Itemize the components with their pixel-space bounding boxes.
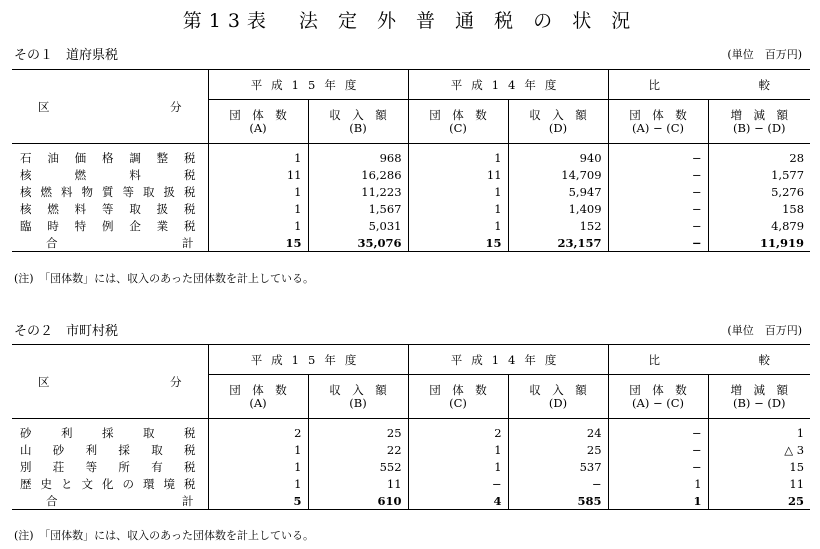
header-h15-2: 平成15年度: [208, 345, 408, 375]
cell-bd: 4,879: [708, 218, 810, 235]
header-zougen-bd-2: 増 減 額 (B) − (D): [708, 375, 810, 419]
table-row: [12, 184, 810, 201]
row-label: 石油価格調整税: [20, 151, 196, 165]
cell-b: 1,567: [308, 201, 408, 218]
cell-d: −: [508, 476, 608, 493]
total-d: 585: [508, 493, 608, 510]
header-zougen-bd: 増 減 額 (B) − (D): [708, 100, 810, 144]
cell-d: 5,947: [508, 184, 608, 201]
total-row: [12, 235, 810, 252]
cell-ac: −: [608, 201, 708, 218]
cell-c: −: [408, 476, 508, 493]
row-label: 歴史と文化の環境税: [20, 477, 196, 491]
cell-b: 22: [308, 442, 408, 459]
row-label: 別荘等所有税: [20, 460, 196, 474]
header-shunyu-b: 収 入 額 (B): [308, 100, 408, 144]
header-shunyu-d: 収 入 額 (D): [508, 100, 608, 144]
cell-a: 1: [208, 201, 308, 218]
note-municipal: (注) 「団体数」には、収入のあった団体数を計上している。: [14, 529, 314, 542]
cell-d: 25: [508, 442, 608, 459]
table-row: [12, 476, 810, 493]
cell-ac: −: [608, 425, 708, 442]
row-label: 砂利採取税: [20, 426, 196, 440]
header-dantai-ac: 団 体 数 (A) − (C): [608, 100, 708, 144]
header-dantai-a-2: 団 体 数 (A): [208, 375, 308, 419]
cell-bd: 28: [708, 150, 810, 167]
cell-d: 537: [508, 459, 608, 476]
cell-ac: −: [608, 184, 708, 201]
header-kubun: 区 分: [12, 70, 208, 144]
cell-bd: 15: [708, 459, 810, 476]
total-a: 5: [208, 493, 308, 510]
cell-a: 1: [208, 442, 308, 459]
cell-bd: △ 3: [708, 442, 810, 459]
cell-bd: 158: [708, 201, 810, 218]
header-h15: 平成15年度: [208, 70, 408, 100]
table-row: [12, 442, 810, 459]
cell-b: 11: [308, 476, 408, 493]
cell-c: 1: [408, 218, 508, 235]
page-title: 第13表 法 定 外 普 通 税 の 状 況: [182, 10, 638, 32]
cell-b: 25: [308, 425, 408, 442]
cell-ac: −: [608, 150, 708, 167]
cell-b: 11,223: [308, 184, 408, 201]
table-row: [12, 218, 810, 235]
total-c: 4: [408, 493, 508, 510]
cell-a: 1: [208, 218, 308, 235]
cell-a: 1: [208, 476, 308, 493]
cell-ac: −: [608, 167, 708, 184]
table-row: [12, 150, 810, 167]
cell-ac: 1: [608, 476, 708, 493]
cell-ac: −: [608, 218, 708, 235]
row-label: 臨時特例企業税: [20, 219, 196, 233]
municipal-table: [12, 344, 810, 510]
header-h14: 平成14年度: [408, 70, 608, 100]
cell-c: 1: [408, 459, 508, 476]
row-label: 核燃料物質等取扱税: [20, 185, 196, 199]
header-shunyu-b-2: 収 入 額 (B): [308, 375, 408, 419]
section-heading-municipal: その２ 市町村税: [14, 324, 119, 339]
header-dantai-a: 団 体 数 (A): [208, 100, 308, 144]
table-row: [12, 425, 810, 442]
cell-a: 11: [208, 167, 308, 184]
cell-b: 5,031: [308, 218, 408, 235]
cell-d: 940: [508, 150, 608, 167]
total-c: 15: [408, 235, 508, 252]
cell-c: 1: [408, 442, 508, 459]
cell-b: 16,286: [308, 167, 408, 184]
table-row: [12, 167, 810, 184]
cell-b: 552: [308, 459, 408, 476]
total-label: 合 計: [12, 493, 208, 510]
cell-c: 1: [408, 201, 508, 218]
header-dantai-ac-2: 団 体 数 (A) − (C): [608, 375, 708, 419]
cell-b: 968: [308, 150, 408, 167]
total-label: 合 計: [12, 235, 208, 252]
total-ac: 1: [608, 493, 708, 510]
cell-bd: 5,276: [708, 184, 810, 201]
total-d: 23,157: [508, 235, 608, 252]
cell-a: 1: [208, 150, 308, 167]
cell-d: 24: [508, 425, 608, 442]
header-shunyu-d-2: 収 入 額 (D): [508, 375, 608, 419]
cell-c: 1: [408, 150, 508, 167]
row-label: 核燃料等取扱税: [20, 202, 196, 216]
total-b: 35,076: [308, 235, 408, 252]
cell-d: 14,709: [508, 167, 608, 184]
cell-bd: 1,577: [708, 167, 810, 184]
section-heading-prefecture: その１ 道府県税: [14, 48, 119, 63]
table-row: [12, 201, 810, 218]
prefecture-table: [12, 69, 810, 252]
total-row: [12, 493, 810, 510]
row-label: 山砂利採取税: [20, 443, 196, 457]
cell-bd: 1: [708, 425, 810, 442]
cell-d: 152: [508, 218, 608, 235]
cell-c: 2: [408, 425, 508, 442]
cell-a: 1: [208, 184, 308, 201]
header-hikaku: 比 較: [608, 70, 810, 100]
header-hikaku-2: 比 較: [608, 345, 810, 375]
total-a: 15: [208, 235, 308, 252]
cell-d: 1,409: [508, 201, 608, 218]
header-dantai-c: 団 体 数 (C): [408, 100, 508, 144]
cell-a: 1: [208, 459, 308, 476]
unit-label: (単位 百万円): [727, 48, 802, 61]
cell-a: 2: [208, 425, 308, 442]
total-bd: 25: [708, 493, 810, 510]
cell-c: 1: [408, 184, 508, 201]
header-h14-2: 平成14年度: [408, 345, 608, 375]
note-prefecture: (注) 「団体数」には、収入のあった団体数を計上している。: [14, 272, 314, 285]
table-row: [12, 459, 810, 476]
row-label: 核燃料税: [20, 168, 196, 182]
unit-label-2: (単位 百万円): [727, 324, 802, 337]
cell-ac: −: [608, 459, 708, 476]
total-bd: 11,919: [708, 235, 810, 252]
header-dantai-c-2: 団 体 数 (C): [408, 375, 508, 419]
cell-ac: −: [608, 442, 708, 459]
total-b: 610: [308, 493, 408, 510]
cell-bd: 11: [708, 476, 810, 493]
header-kubun-2: 区 分: [12, 345, 208, 419]
total-ac: −: [608, 235, 708, 252]
cell-c: 11: [408, 167, 508, 184]
